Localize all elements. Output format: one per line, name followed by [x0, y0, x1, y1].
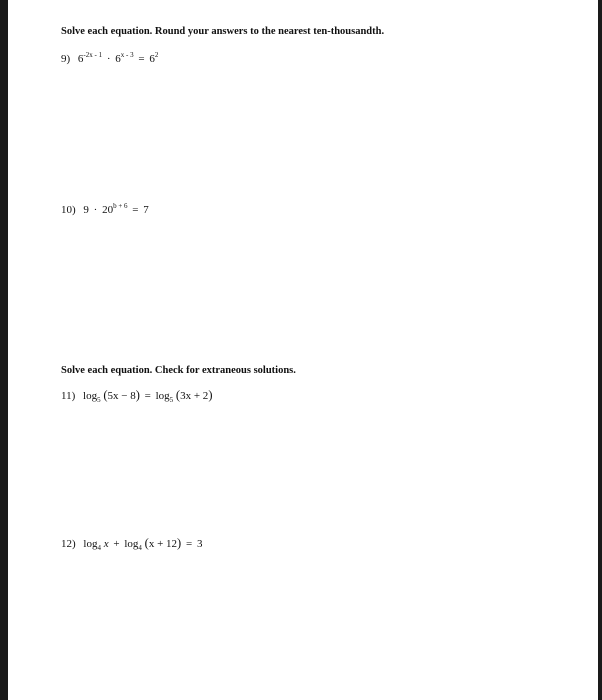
log-argument: x [103, 538, 109, 550]
log-function: log [83, 390, 98, 402]
base: 6 [149, 53, 155, 65]
base: 6 [115, 53, 121, 65]
close-paren: ) [135, 388, 140, 402]
right-hand-side: 7 [143, 204, 149, 216]
problem-number: 9) [61, 53, 71, 65]
exponent: x - 3 [120, 51, 134, 59]
log-base: 5 [169, 396, 174, 404]
coefficient: 9 [83, 204, 89, 216]
right-border [598, 0, 602, 700]
problem-12 [61, 536, 202, 551]
equals-sign: = [138, 53, 145, 65]
log-function: log [124, 538, 139, 550]
equals-sign: = [185, 538, 193, 550]
log-base: 4 [97, 544, 101, 552]
exponent: b + 6 [113, 202, 128, 210]
log-function: log [155, 390, 170, 402]
log-base: 5 [97, 396, 101, 404]
open-paren: ( [144, 536, 149, 550]
close-paren: ) [208, 388, 213, 402]
left-border [0, 0, 8, 700]
base: 20 [102, 204, 114, 216]
close-paren: ) [177, 536, 182, 550]
problem-number: 11) [61, 390, 76, 402]
section-heading-extraneous: Solve each equation. Check for extraneous solutions. [61, 365, 296, 376]
problem-number: 10) [61, 204, 76, 216]
log-function: log [83, 538, 98, 550]
open-paren: ( [175, 388, 181, 402]
plus-sign: + [113, 538, 120, 550]
log-argument: 3x + 2 [180, 390, 209, 402]
exponent: 2 [154, 51, 159, 59]
log-argument: 5x − 8 [107, 390, 136, 402]
log-base: 4 [138, 544, 142, 552]
right-hand-side: 3 [196, 538, 203, 550]
equals-sign: = [144, 390, 151, 402]
problem-10 [61, 203, 149, 217]
problem-11 [61, 388, 212, 403]
exponent: -2x - 1 [83, 51, 103, 59]
dot-operator: · [93, 204, 98, 216]
dot-operator: · [106, 53, 111, 65]
problem-9 [61, 52, 158, 66]
open-paren: ( [103, 388, 108, 402]
equals-sign: = [132, 204, 139, 216]
section-heading-round: Solve each equation. Round your answers to the nearest ten-thousandth. [61, 26, 385, 37]
problem-number: 12) [61, 538, 76, 550]
log-argument: x + 12 [148, 538, 178, 550]
base: 6 [77, 53, 84, 65]
